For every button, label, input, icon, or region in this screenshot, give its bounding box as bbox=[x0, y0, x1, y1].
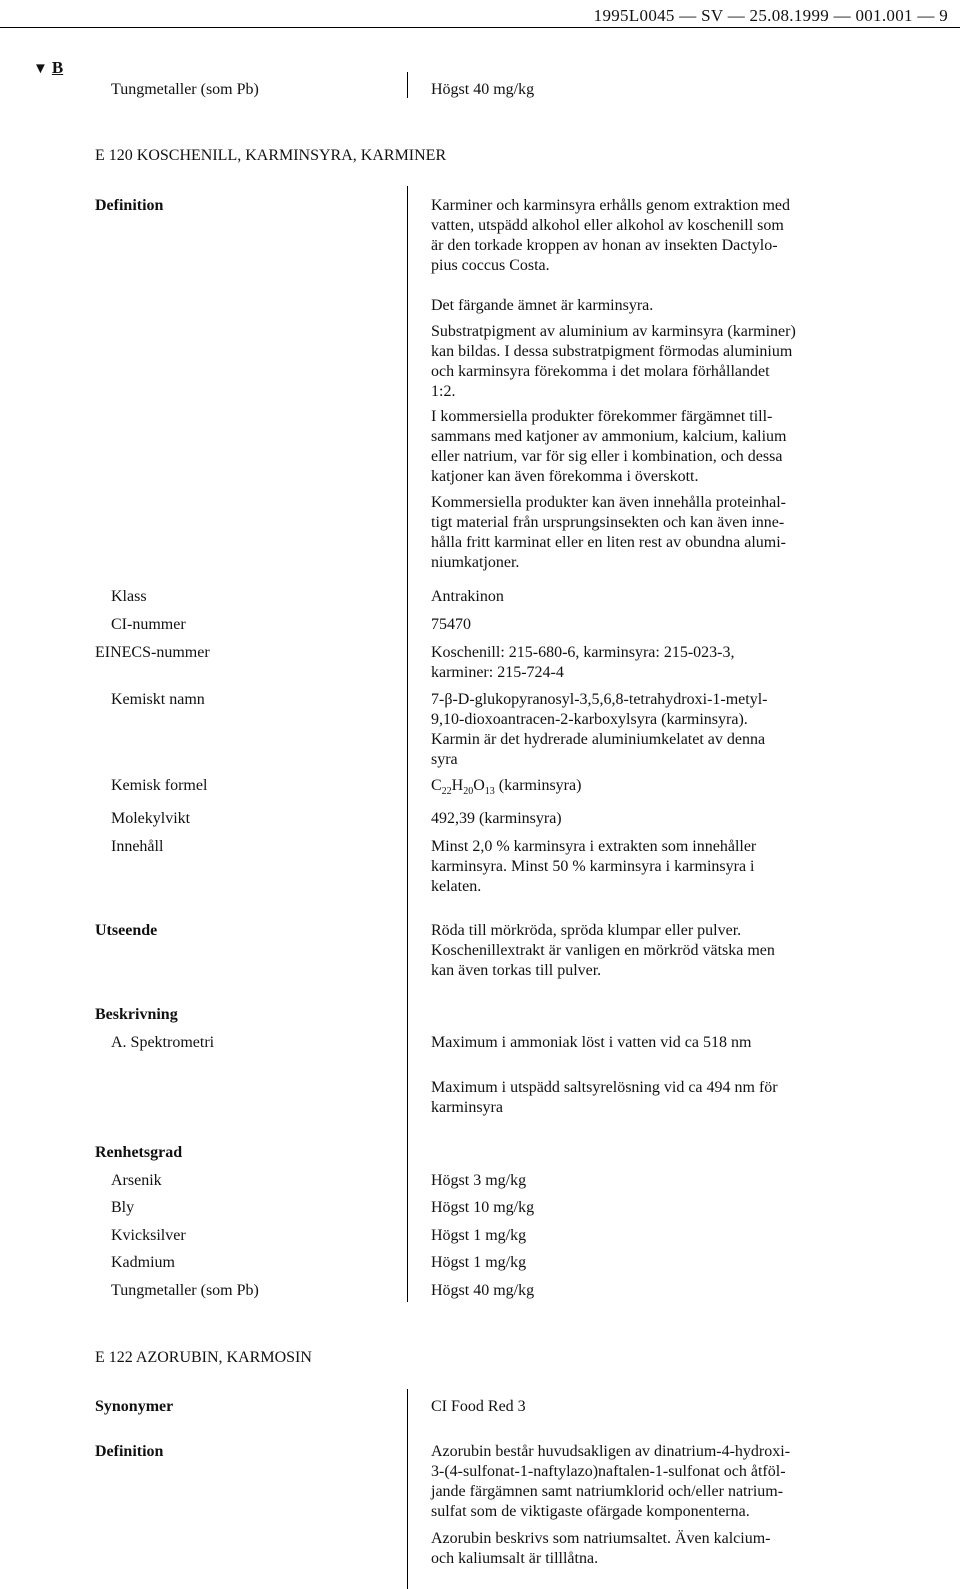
document-reference: 1995L0045 — SV — 25.08.1999 — 001.001 — 9 bbox=[593, 6, 948, 25]
e122-definition-label: Definition bbox=[95, 1443, 164, 1460]
spectrometry-label: A. Spektrometri bbox=[111, 1034, 215, 1051]
formula-h-count: 20 bbox=[463, 786, 474, 797]
synonyms-value: CI Food Red 3 bbox=[431, 1398, 526, 1415]
column-divider bbox=[407, 1389, 408, 1589]
e120-heading: E 120 KOSCHENILL, KARMINSYRA, KARMINER bbox=[95, 147, 447, 164]
chemical-formula-value bbox=[431, 776, 838, 796]
heavy-metals-value: Högst 40 mg/kg bbox=[431, 1282, 535, 1299]
definition-text bbox=[431, 196, 838, 573]
chemical-name-line: syra bbox=[431, 751, 458, 768]
definition-label: Definition bbox=[95, 197, 164, 214]
cation-line: sammans med katjoner av ammonium, kalcium, kalium bbox=[431, 428, 787, 445]
appearance-value bbox=[431, 921, 838, 981]
formula-o: O bbox=[473, 777, 485, 794]
formula-o-count: 13 bbox=[484, 786, 495, 797]
column-divider bbox=[407, 72, 408, 98]
triangle-down-icon: ▼ bbox=[33, 61, 48, 77]
formula-c-count: 22 bbox=[441, 786, 452, 797]
molecular-weight-label: Molekylvikt bbox=[111, 810, 191, 827]
e122-definition-line: jande färgämnen samt natriumklorid och/eller natrium- bbox=[431, 1483, 784, 1500]
appearance-label: Utseende bbox=[95, 922, 158, 939]
substrate-line: och karminsyra förekomma i det molara förhållandet bbox=[431, 363, 770, 380]
cation-line: eller natrium, var för sig eller i kombination, och dessa bbox=[431, 448, 783, 465]
e122-definition-text bbox=[431, 1442, 838, 1569]
protein-line: Kommersiella produkter kan även innehålla proteinhal- bbox=[431, 494, 786, 511]
class-value: Antrakinon bbox=[431, 588, 504, 605]
marker-label: B bbox=[51, 58, 64, 77]
cadmium-label: Kadmium bbox=[111, 1254, 175, 1271]
protein-line: hålla fritt karminat eller en liten rest av obundna alumi- bbox=[431, 534, 786, 551]
top-heavy-metals-label: Tungmetaller (som Pb) bbox=[111, 81, 259, 98]
chemical-formula-label: Kemisk formel bbox=[111, 777, 208, 794]
einecs-label: EINECS-nummer bbox=[95, 644, 210, 661]
ci-number-label: CI-nummer bbox=[111, 616, 186, 633]
e122-heading: E 122 AZORUBIN, KARMOSIN bbox=[95, 1349, 312, 1366]
mercury-value: Högst 1 mg/kg bbox=[431, 1227, 527, 1244]
description-label: Beskrivning bbox=[95, 1006, 178, 1023]
formula-suffix: (karminsyra) bbox=[494, 777, 582, 794]
assay-line: Minst 2,0 % karminsyra i extrakten som innehåller bbox=[431, 838, 757, 855]
e122-definition-line: sulfat som de viktigaste ofärgade komponenterna. bbox=[431, 1503, 750, 1520]
definition-line: vatten, utspädd alkohol eller alkohol av koschenill som bbox=[431, 217, 784, 234]
colouring-matter-text: Det färgande ämnet är karminsyra. bbox=[431, 297, 654, 314]
lead-value: Högst 10 mg/kg bbox=[431, 1199, 535, 1216]
spectrometry-hcl bbox=[431, 1078, 838, 1118]
substrate-line: kan bildas. I dessa substratpigment förmodas aluminium bbox=[431, 343, 793, 360]
chemical-name-label: Kemiskt namn bbox=[111, 691, 205, 708]
protein-line: niumkatjoner. bbox=[431, 554, 520, 571]
heavy-metals-label: Tungmetaller (som Pb) bbox=[111, 1282, 259, 1299]
formula-c: C bbox=[431, 777, 442, 794]
cation-line: I kommersiella produkter förekommer färgämnet till- bbox=[431, 408, 773, 425]
spectrometry-line: Maximum i utspädd saltsyrelösning vid ca 494 nm för bbox=[431, 1079, 778, 1096]
cation-line: katjoner kan även förekomma i överskott. bbox=[431, 468, 699, 485]
assay-line: karminsyra. Minst 50 % karminsyra i karminsyra i bbox=[431, 858, 755, 875]
lead-label: Bly bbox=[111, 1199, 135, 1216]
appearance-line: Koschenillextrakt är vanligen en mörkröd vätska men bbox=[431, 942, 775, 959]
chemical-name-line: 9,10-dioxoantracen-2-karboxylsyra (karminsyra). bbox=[431, 711, 748, 728]
ci-number-value: 75470 bbox=[431, 616, 471, 633]
top-heavy-metals-value: Högst 40 mg/kg bbox=[431, 81, 535, 98]
protein-line: tigt material från ursprungsinsekten och kan även inne- bbox=[431, 514, 785, 531]
class-label: Klass bbox=[111, 588, 147, 605]
arsenic-value: Högst 3 mg/kg bbox=[431, 1172, 527, 1189]
einecs-value bbox=[431, 643, 838, 683]
column-divider bbox=[407, 186, 408, 1302]
e122-salt-line: Azorubin beskrivs som natriumsaltet. Även kalcium- bbox=[431, 1530, 771, 1547]
substrate-line: 1:2. bbox=[431, 383, 456, 400]
arsenic-label: Arsenik bbox=[111, 1172, 162, 1189]
e122-salt-line: och kaliumsalt är tilllåtna. bbox=[431, 1550, 599, 1567]
einecs-line: Koschenill: 215-680-6, karminsyra: 215-023-3, bbox=[431, 644, 735, 661]
appearance-line: Röda till mörkröda, spröda klumpar eller pulver. bbox=[431, 922, 742, 939]
chemical-name-line: 7-β-D-glukopyranosyl-3,5,6,8-tetrahydroxi-1-metyl- bbox=[431, 691, 768, 708]
molecular-weight-value: 492,39 (karminsyra) bbox=[431, 810, 562, 827]
appearance-line: kan även torkas till pulver. bbox=[431, 962, 602, 979]
purity-label: Renhetsgrad bbox=[95, 1144, 183, 1161]
e122-definition-line: 3-(4-sulfonat-1-naftylazo)naftalen-1-sulfonat och åtföl- bbox=[431, 1463, 786, 1480]
assay-value bbox=[431, 837, 838, 897]
spectrometry-ammonia: Maximum i ammoniak löst i vatten vid ca 518 nm bbox=[431, 1034, 752, 1051]
assay-label: Innehåll bbox=[111, 838, 164, 855]
e122-definition-line: Azorubin består huvudsakligen av dinatrium-4-hydroxi- bbox=[431, 1443, 791, 1460]
synonyms-label: Synonymer bbox=[95, 1398, 174, 1415]
definition-line: Karminer och karminsyra erhålls genom extraktion med bbox=[431, 197, 790, 214]
mercury-label: Kvicksilver bbox=[111, 1227, 186, 1244]
definition-line: pius coccus Costa. bbox=[431, 257, 550, 274]
formula-h: H bbox=[451, 777, 464, 794]
einecs-line: karminer: 215-724-4 bbox=[431, 664, 564, 681]
amendment-marker bbox=[33, 58, 63, 79]
cadmium-value: Högst 1 mg/kg bbox=[431, 1254, 527, 1271]
chemical-name-value bbox=[431, 690, 838, 770]
chemical-name-line: Karmin är det hydrerade aluminiumkelatet av denna bbox=[431, 731, 766, 748]
header-rule bbox=[0, 27, 960, 28]
spectrometry-line: karminsyra bbox=[431, 1099, 503, 1116]
assay-line: kelaten. bbox=[431, 878, 482, 895]
definition-line: är den torkade kroppen av honan av insekten Dactylo- bbox=[431, 237, 778, 254]
substrate-line: Substratpigment av aluminium av karminsyra (karminer) bbox=[431, 323, 796, 340]
